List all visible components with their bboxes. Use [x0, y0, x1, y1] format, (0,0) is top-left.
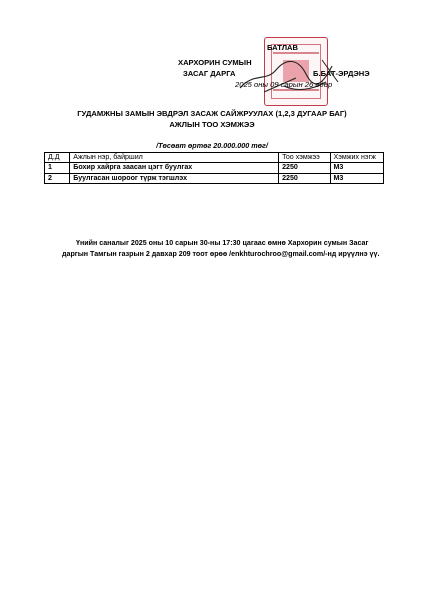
table-row: [45, 163, 384, 173]
cell-quantity: 2250: [279, 163, 330, 173]
budget-estimate: /Төсөвт өртөг 20.000.000 төг/: [156, 141, 268, 150]
cell-work: Бохир хайрга заасан цэгт буулгах: [70, 163, 279, 173]
approval-position: ЗАСАГ ДАРГА: [183, 69, 236, 78]
cell-number: 1: [45, 163, 70, 173]
submission-note: Үнийн саналыг 2025 оны 10 сарын 30-ны 17:30 цагаас өмнө Хархорин сумын Засаг даргын Тамгын газрын 2 давхар 209 тоот өрөө /enkhturochroo@gmail.com/-нд ирүүлнэ үү.: [62, 239, 380, 258]
works-table: [44, 152, 384, 184]
col-header-work: Ажлын нэр, байршил: [70, 153, 279, 163]
approval-line1: ХАРХОРИН СУМЫН: [178, 58, 252, 67]
cell-work: Буулгасан шороог түрж тэгшлэх: [70, 173, 279, 183]
col-header-quantity: Тоо хэмжээ: [279, 153, 330, 163]
document-title: ГУДАМЖНЫ ЗАМЫН ЭВДРЭЛ ЗАСАЖ САЙЖРУУЛАХ (1,2,3 ДУГААР БАГ): [77, 109, 347, 118]
approval-date: 2025 оны 09 сарын 26 өдөр: [235, 80, 333, 89]
approval-signatory: Б.БАТ-ЭРДЭНЭ: [313, 69, 370, 78]
col-header-number: Д.Д: [45, 153, 70, 163]
cell-number: 2: [45, 173, 70, 183]
table-row: [45, 173, 384, 183]
col-header-unit: Хэмжих нэгж: [330, 153, 383, 163]
document-title-sub: АЖЛЫН ТОО ХЭМЖЭЭ: [169, 120, 255, 129]
approval-heading: БАТЛАВ: [267, 43, 299, 52]
cell-unit: М3: [330, 163, 383, 173]
cell-quantity: 2250: [279, 173, 330, 183]
cell-unit: М3: [330, 173, 383, 183]
table-header-row: [45, 153, 384, 163]
